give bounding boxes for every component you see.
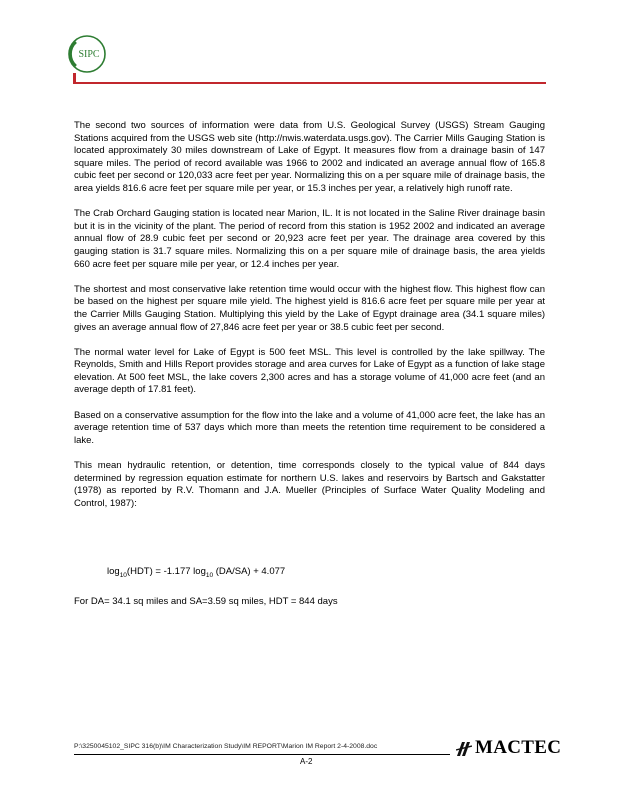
paragraph-water-level: The normal water level for Lake of Egypt is 500 feet MSL. This level is controlled by the lake spillway. The Reynolds, Smith and Hills Report provides storage and area curves for Lake of Egypt as a function of lake stage elevation. At 500 feet MSL, the lake covers 2,300 acres and has a storage volume of 41,000 acre feet (and an average depth of 17.81 feet). <box>74 346 545 396</box>
paragraph-usgs: The second two sources of information were data from U.S. Geological Survey (USGS) Stream Gauging Stations acquired from the USGS web site (http://nwis.waterdata.usgs.gov). The Carrier Mills Gauging Station is located approximately 30 miles downstream of Lake of Egypt. It measures flow from a drainage basin of 147 square miles. The period of record available was 1966 to 2002 and indicated an average annual flow of 165.8 cubic feet per second or 120,033 acre feet per year. Normalizing this on a per square mile of drainage basis, the area yields 816.6 acre feet per square mile per year, or 15.3 inches per year, a relatively high runoff rate. <box>74 120 545 194</box>
mactec-brand-text: MACTEC <box>475 737 562 758</box>
header-rule <box>73 82 546 84</box>
page-number: A-2 <box>300 757 313 766</box>
paragraph-hydraulic-retention: This mean hydraulic retention, or detention, time corresponds closely to the typical value of 844 days determined by regression equation estimate for northern U.S. lakes and reservoirs by Bartsch and Gakstatter (1978) as reported by R.V. Thomann and J.A. Mueller (Principles of Surface Water Quality Modeling and Control, 1987): <box>74 460 545 509</box>
paragraph-retention-time: The shortest and most conservative lake retention time would occur with the highest flow. This highest flow can be based on the highest per square mile yield. The highest yield is 816.6 acre feet per square mile per year at the Carrier Mills Gauging Station. Multiplying this yield by the Lake of Egypt drainage area (34.1 square miles) gives an average annual flow of 27,846 acre feet per year or 38.5 cubic feet per second. <box>74 283 545 333</box>
footer-file-path: P:\3250045102_SIPC 316(b)\IM Characterization Study\IM REPORT\Marion IM Report 2-4-2008.doc <box>74 743 378 750</box>
equation-result: For DA= 34.1 sq miles and SA=3.59 sq miles, HDT = 844 days <box>74 596 338 607</box>
sipc-logo <box>66 33 112 75</box>
logo-text: SIPC <box>78 49 100 60</box>
mactec-mark-icon <box>456 739 472 757</box>
regression-equation: $\log_{10}(HDT) = -1.177$ $\log_{10} (DA/SA) + 4.077$ <box>107 566 286 579</box>
paragraph-conservative-assumption: Based on a conservative assumption for the flow into the lake and a volume of 41,000 acre feet, the lake has an average retention time of 537 days which more than meets the retention time requirement to be considered a lake. <box>74 409 545 446</box>
body-text <box>74 120 545 523</box>
paragraph-crab-orchard: The Crab Orchard Gauging station is located near Marion, IL. It is not located in the Saline River drainage basin but it is in the vicinity of the plant. The period of record from this station is 1952 2002 and indicated an average annual flow of 28.9 cubic feet per second or 20,923 acre feet per year. The drainage area covered by this gauging station is 31.7 square miles. Normalizing this on a per square mile of drainage basis, the area yields 660 acre feet per square mile per year, or 12.4 inches per year. <box>74 208 545 270</box>
mactec-logo <box>456 737 561 759</box>
footer-rule <box>74 754 450 755</box>
